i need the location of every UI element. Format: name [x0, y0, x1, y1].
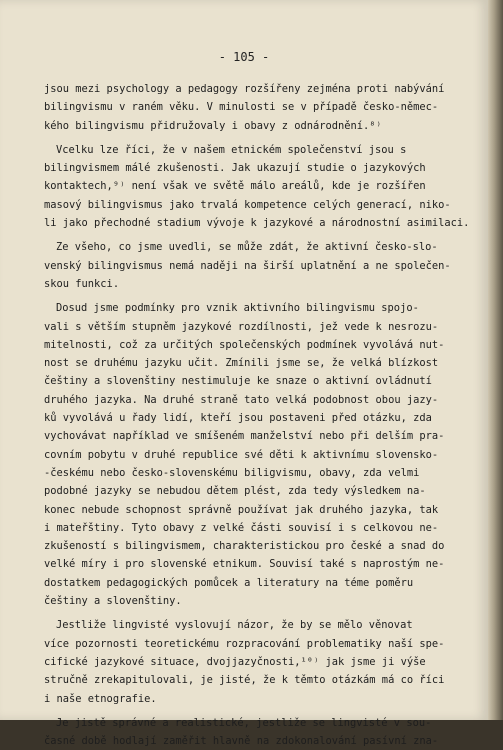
paragraph: [44, 238, 451, 293]
text-line: češtiny a slovenštiny nestimuluje ke snaze o aktivní ovládnutí: [44, 375, 432, 388]
text-line: kého bilingvismu přidružovaly i obavy z odnárodnění.⁸⁾: [44, 119, 382, 132]
paragraph: [44, 714, 444, 750]
text-line: Vcelku lze říci, že v našem etnickém společenství jsou s: [56, 143, 407, 156]
page-number: - 105 -: [218, 50, 270, 64]
text-line: venský bilingvismus nemá naději na širší uplatnění a ne společen-: [44, 259, 451, 272]
text-line: li jako přechodné stadium vývoje k jazykové a národnostní asimilaci.: [44, 217, 470, 230]
text-line: konec nebude schopnost správně používat jak druhého jazyka, tak: [44, 503, 439, 516]
text-line: jsou mezi psychology a pedagogy rozšířeny zejména proti nabývání: [44, 83, 445, 95]
text-line: nost se druhému jazyku učit. Zmínili jsme se, že velká blízkost: [44, 357, 439, 370]
text-line: časné době hodlají zaměřit hlavně na zdokonalování pasívní zna-: [44, 735, 439, 748]
text-line: bilingvismu v raném věku. V minulosti se v případě česko-němec-: [44, 101, 439, 114]
paragraph: [44, 299, 444, 610]
text-line: Dosud jsme podmínky pro vznik aktivního bilingvismu spojo-: [56, 302, 419, 315]
text-line: Je jistě správné a realistické, jestliže se lingvisté v sou-: [56, 716, 432, 729]
text-line: i naše etnografie.: [44, 692, 157, 705]
text-line: podobné jazyky se nebudou dětem plést, zda tedy výsledkem na-: [44, 485, 426, 498]
text-line: skou funkci.: [44, 277, 120, 290]
text-line: vychovávat například ve smíšeném manželství nebo při delším pra-: [44, 430, 445, 443]
text-line: cifické jazykové situace, dvojjazyčnosti,¹⁰⁾ jak jsme ji výše: [44, 655, 426, 668]
text-line: velké míry i pro slovenské etnikum. Souvisí také s naprostým ne-: [44, 558, 445, 571]
text-line: Ze všeho, co jsme uvedli, se může zdát, že aktivní česko-slo-: [56, 241, 438, 254]
paragraph: [44, 80, 444, 135]
text-line: -českému nebo česko-slovenskému biligvismu, obavy, zda velmi: [44, 466, 420, 479]
text-line: masový bilingvismus jako trvalá kompetence celých generací, niko-: [44, 198, 451, 211]
text-line: více pozornosti teoretickému rozpracování problematiky naší spe-: [44, 637, 445, 650]
text-line: covním pobytu v druhé republice své děti k aktivnímu slovensko-: [44, 448, 439, 461]
text-line: dostatkem pedagogických pomůcek a literatury na téme poměru: [44, 576, 414, 589]
text-line: češtiny a slovenštiny.: [44, 595, 182, 608]
paragraph: [44, 141, 470, 232]
text-line: kontaktech,⁹⁾ není však ve světě málo areálů, kde je rozšířen: [44, 180, 426, 193]
text-line: stručně zrekapitulovali, je jisté, že k těmto otázkám má co říci: [44, 674, 445, 687]
text-line: i mateřštiny. Tyto obavy z velké části souvisí i s celkovou ne-: [44, 521, 439, 534]
body-text: [44, 80, 470, 750]
text-line: ků vyvolává u řady lidí, kteří jsou postaveni před otázku, zda: [44, 412, 432, 425]
paragraph: [44, 616, 444, 707]
text-line: zkušeností s bilingvismem, charakteristickou pro české a snad do: [44, 540, 445, 553]
book-page-edge: [488, 0, 503, 720]
text-line: Jestliže lingvisté vyslovují názor, že by se mělo věnovat: [56, 619, 413, 632]
text-line: vali s větším stupněm jazykové rozdílnosti, jež vede k nesrozu-: [44, 320, 439, 333]
text-line: bilingvismem málé zkušenosti. Jak ukazují studie o jazykových: [44, 162, 426, 175]
text-line: mitelnosti, což za určitých společenských podmínek vyvolává nut-: [44, 338, 445, 351]
text-line: druhého jazyka. Na druhé straně tato velká podobnost obou jazy-: [44, 393, 439, 406]
